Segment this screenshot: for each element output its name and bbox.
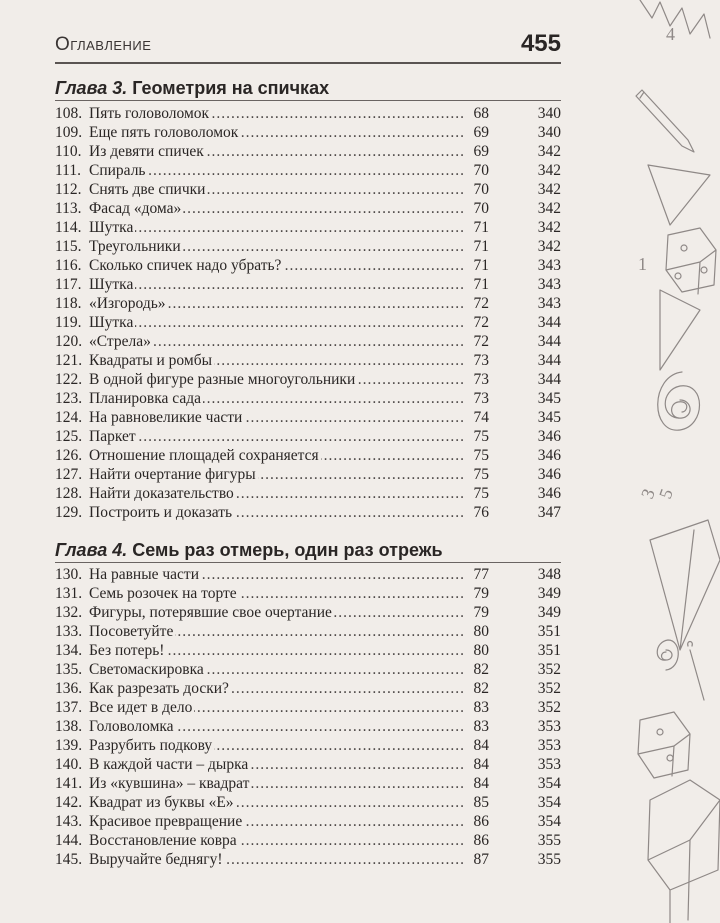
- entry-answer-page: 355: [537, 851, 561, 868]
- entry-page: 84: [465, 774, 489, 793]
- entry-page: 75: [465, 465, 489, 484]
- entry-title: Шутка: [89, 276, 134, 293]
- toc-entry: [55, 142, 575, 161]
- chapter-label: Глава 4.: [55, 540, 128, 560]
- entry-number: 120.: [55, 333, 83, 350]
- toc-entry: [55, 332, 575, 351]
- entry-number: 112.: [55, 181, 82, 198]
- entry-answer-page: 349: [537, 585, 561, 602]
- entry-title: Сколько спичек надо убрать?: [89, 257, 282, 274]
- handwritten-digit: 1: [638, 254, 647, 274]
- entry-answer-page: 343: [537, 276, 561, 293]
- handwritten-digit: 4: [666, 24, 675, 44]
- entry-answer-page: 342: [537, 238, 561, 255]
- chapter-title: Семь раз отмерь, один раз отрежь: [132, 540, 443, 560]
- entry-title: Посоветуйте: [89, 623, 174, 640]
- entry-page: 86: [465, 831, 489, 850]
- toc-entry: [55, 465, 575, 484]
- entry-page: 69: [465, 142, 489, 161]
- toc-entry: [55, 503, 575, 522]
- entry-answer-page: 355: [537, 832, 561, 849]
- entry-number: 139.: [55, 737, 83, 754]
- toc-entry: [55, 831, 575, 850]
- chapter-rule: [55, 562, 561, 563]
- toc-entry: [55, 755, 575, 774]
- toc-entry: [55, 484, 575, 503]
- entry-number: 116.: [55, 257, 82, 274]
- entry-number: 137.: [55, 699, 83, 716]
- entry-number: 111.: [55, 162, 81, 179]
- toc-entry: [55, 256, 575, 275]
- entry-number: 117.: [55, 276, 82, 293]
- entry-answer-page: 343: [537, 295, 561, 312]
- entry-number: 126.: [55, 447, 83, 464]
- zigzag-doodle: [640, 0, 710, 38]
- entry-number: 118.: [55, 295, 82, 312]
- entry-title: Шутка: [89, 219, 134, 236]
- dice-icon: [638, 712, 690, 778]
- entry-number: 145.: [55, 851, 83, 868]
- toc-entry: [55, 698, 575, 717]
- entry-answer-page: 354: [537, 794, 561, 811]
- page-number: 455: [520, 30, 561, 57]
- handwritten-digit: 3: [636, 486, 659, 502]
- entry-answer-page: 347: [537, 504, 561, 521]
- running-title: Оглавление: [55, 34, 152, 55]
- leader-dots: [89, 427, 465, 446]
- entry-page: 76: [465, 503, 489, 522]
- entry-title: Спираль: [89, 162, 146, 179]
- toc-entry: [55, 565, 575, 584]
- toc-entry: [55, 313, 575, 332]
- toc-entry: [55, 294, 575, 313]
- pencil-icon: [636, 90, 694, 152]
- chapter-rule: [55, 100, 561, 101]
- entry-number: 133.: [55, 623, 83, 640]
- toc-entry: [55, 717, 575, 736]
- entry-answer-page: 354: [537, 775, 561, 792]
- entry-title: Найти очертание фигуры: [89, 466, 256, 483]
- entry-number: 136.: [55, 680, 83, 697]
- entry-title: Фигуры, потерявшие свое очертание: [89, 604, 332, 621]
- entry-title: Головоломка: [89, 718, 174, 735]
- entry-page: 71: [465, 237, 489, 256]
- leader-dots: [89, 275, 465, 294]
- leader-dots: [89, 218, 465, 237]
- entry-title: Еще пять головоломок: [89, 124, 239, 141]
- chapter-title: Геометрия на спичках: [132, 78, 330, 98]
- entry-number: 135.: [55, 661, 83, 678]
- entry-answer-page: 352: [537, 699, 561, 716]
- entry-title: В каждой части – дырка: [89, 756, 249, 773]
- toc-entry: [55, 389, 575, 408]
- entry-page: 72: [465, 332, 489, 351]
- toc-entry: [55, 679, 575, 698]
- toc-entry: [55, 370, 575, 389]
- entry-title: На равные части: [89, 566, 199, 583]
- entry-number: 134.: [55, 642, 83, 659]
- toc-entry: [55, 793, 575, 812]
- toc-entry: [55, 408, 575, 427]
- entry-page: 80: [465, 641, 489, 660]
- toc-entry: [55, 736, 575, 755]
- entry-page: 85: [465, 793, 489, 812]
- entry-title: Треугольники: [89, 238, 181, 255]
- entry-page: 75: [465, 484, 489, 503]
- box-icon: [648, 780, 720, 923]
- toc-entry: [55, 622, 575, 641]
- entry-page: 80: [465, 622, 489, 641]
- entry-title: Фасад «дома»: [89, 200, 182, 217]
- entry-answer-page: 353: [537, 756, 561, 773]
- entry-number: 138.: [55, 718, 83, 735]
- entry-title: Светомаскировка: [89, 661, 204, 678]
- leader-dots: [89, 313, 465, 332]
- entry-number: 109.: [55, 124, 83, 141]
- entry-answer-page: 344: [537, 314, 561, 331]
- entry-page: 79: [465, 584, 489, 603]
- toc-entry: [55, 774, 575, 793]
- pyramid-icon: [650, 520, 720, 650]
- entry-page: 86: [465, 812, 489, 831]
- entry-answer-page: 346: [537, 447, 561, 464]
- toc-entry: [55, 584, 575, 603]
- toc-entry: [55, 123, 575, 142]
- triangle-icon: [648, 165, 710, 225]
- entry-title: Снять две спички: [89, 181, 206, 198]
- entry-page: 73: [465, 351, 489, 370]
- entry-number: 121.: [55, 352, 83, 369]
- entry-answer-page: 354: [537, 813, 561, 830]
- entry-page: 82: [465, 679, 489, 698]
- entry-number: 124.: [55, 409, 83, 426]
- toc-entry: [55, 446, 575, 465]
- entry-answer-page: 342: [537, 143, 561, 160]
- toc-entry: [55, 427, 575, 446]
- entry-title: Планировка сада: [89, 390, 201, 407]
- toc-entry: [55, 161, 575, 180]
- entry-title: Все идет в дело: [89, 699, 193, 716]
- entry-answer-page: 353: [537, 718, 561, 735]
- entry-number: 143.: [55, 813, 83, 830]
- entry-number: 113.: [55, 200, 82, 217]
- toc-entry: [55, 275, 575, 294]
- toc-list: [55, 104, 575, 522]
- entry-number: 110.: [55, 143, 82, 160]
- entry-title: Из «кувшина» – квадрат: [89, 775, 250, 792]
- entry-page: 87: [465, 850, 489, 869]
- entry-answer-page: 352: [537, 661, 561, 678]
- toc-entry: [55, 104, 575, 123]
- entry-title: Из девяти спичек: [89, 143, 204, 160]
- entry-page: 79: [465, 603, 489, 622]
- entry-answer-page: 351: [537, 642, 561, 659]
- spiral-doodle: [658, 372, 700, 430]
- entry-number: 131.: [55, 585, 83, 602]
- header-rule: [55, 62, 561, 64]
- entry-page: 75: [465, 427, 489, 446]
- toc-entry: [55, 237, 575, 256]
- entry-title: «Стрела»: [89, 333, 151, 350]
- entry-number: 129.: [55, 504, 83, 521]
- margin-doodles: [630, 0, 720, 923]
- entry-title: Восстановление ковра: [89, 832, 237, 849]
- entry-answer-page: 342: [537, 181, 561, 198]
- chapter-heading: [55, 540, 443, 561]
- entry-title: Без потерь!: [89, 642, 165, 659]
- entry-answer-page: 346: [537, 485, 561, 502]
- entry-title: Шутка: [89, 314, 134, 331]
- entry-title: «Изгородь»: [89, 295, 166, 312]
- entry-page: 71: [465, 275, 489, 294]
- entry-answer-page: 343: [537, 257, 561, 274]
- toc-entry: [55, 180, 575, 199]
- entry-answer-page: 345: [537, 409, 561, 426]
- entry-answer-page: 353: [537, 737, 561, 754]
- entry-page: 71: [465, 218, 489, 237]
- entry-page: 73: [465, 389, 489, 408]
- toc-entry: [55, 641, 575, 660]
- entry-title: Найти доказательство: [89, 485, 234, 502]
- entry-page: 73: [465, 370, 489, 389]
- toc-entry: [55, 603, 575, 622]
- entry-page: 74: [465, 408, 489, 427]
- entry-number: 128.: [55, 485, 83, 502]
- entry-page: 71: [465, 256, 489, 275]
- entry-number: 108.: [55, 105, 83, 122]
- entry-page: 83: [465, 717, 489, 736]
- entry-answer-page: 345: [537, 390, 561, 407]
- entry-number: 119.: [55, 314, 82, 331]
- entry-title: В одной фигуре разные многоугольники: [89, 371, 356, 388]
- entry-number: 127.: [55, 466, 83, 483]
- entry-number: 122.: [55, 371, 83, 388]
- entry-title: Семь розочек на торте: [89, 585, 237, 602]
- entry-page: 69: [465, 123, 489, 142]
- entry-page: 70: [465, 180, 489, 199]
- running-head: [55, 30, 561, 62]
- entry-answer-page: 344: [537, 352, 561, 369]
- entry-answer-page: 348: [537, 566, 561, 583]
- entry-page: 82: [465, 660, 489, 679]
- entry-page: 77: [465, 565, 489, 584]
- toc-entry: [55, 199, 575, 218]
- entry-page: 68: [465, 104, 489, 123]
- entry-title: Пять головоломок: [89, 105, 210, 122]
- entry-page: 75: [465, 446, 489, 465]
- entry-number: 123.: [55, 390, 83, 407]
- entry-number: 140.: [55, 756, 83, 773]
- entry-answer-page: 340: [537, 124, 561, 141]
- entry-page: 72: [465, 294, 489, 313]
- dice-icon: [666, 228, 716, 294]
- entry-title: Как разрезать доски?: [89, 680, 229, 697]
- entry-title: Разрубить подкову: [89, 737, 213, 754]
- entry-number: 132.: [55, 604, 83, 621]
- entry-answer-page: 342: [537, 162, 561, 179]
- entry-number: 114.: [55, 219, 82, 236]
- entry-page: 70: [465, 161, 489, 180]
- toc-entry: [55, 218, 575, 237]
- chapter-heading: [55, 78, 329, 99]
- entry-title: Отношение площадей сохраняется: [89, 447, 319, 464]
- entry-title: Красивое превращение: [89, 813, 243, 830]
- entry-title: Выручайте беднягу!: [89, 851, 223, 868]
- entry-page: 84: [465, 755, 489, 774]
- entry-number: 115.: [55, 238, 82, 255]
- entry-number: 144.: [55, 832, 83, 849]
- toc-list: [55, 565, 575, 869]
- entry-number: 141.: [55, 775, 83, 792]
- spiral-doodle: [657, 640, 678, 670]
- entry-title: Квадраты и ромбы: [89, 352, 212, 369]
- entry-answer-page: 342: [537, 200, 561, 217]
- entry-number: 142.: [55, 794, 83, 811]
- entry-page: 72: [465, 313, 489, 332]
- entry-title: Паркет: [89, 428, 136, 445]
- entry-title: Построить и доказать: [89, 504, 233, 521]
- entry-answer-page: 346: [537, 466, 561, 483]
- entry-answer-page: 342: [537, 219, 561, 236]
- entry-answer-page: 344: [537, 333, 561, 350]
- toc-entry: [55, 812, 575, 831]
- entry-number: 125.: [55, 428, 83, 445]
- entry-page: 84: [465, 736, 489, 755]
- entry-answer-page: 346: [537, 428, 561, 445]
- entry-answer-page: 352: [537, 680, 561, 697]
- toc-entry: [55, 660, 575, 679]
- entry-page: 83: [465, 698, 489, 717]
- handwritten-digit: 5: [654, 486, 677, 502]
- entry-answer-page: 351: [537, 623, 561, 640]
- entry-title: На равновеликие части: [89, 409, 243, 426]
- match-icon: [688, 642, 704, 701]
- entry-number: 130.: [55, 566, 83, 583]
- toc-entry: [55, 850, 575, 869]
- entry-page: 70: [465, 199, 489, 218]
- entry-answer-page: 349: [537, 604, 561, 621]
- entry-answer-page: 344: [537, 371, 561, 388]
- triangle-icon: [660, 290, 700, 370]
- entry-title: Квадрат из буквы «Е»: [89, 794, 234, 811]
- toc-entry: [55, 351, 575, 370]
- chapter-label: Глава 3.: [55, 78, 128, 98]
- entry-answer-page: 340: [537, 105, 561, 122]
